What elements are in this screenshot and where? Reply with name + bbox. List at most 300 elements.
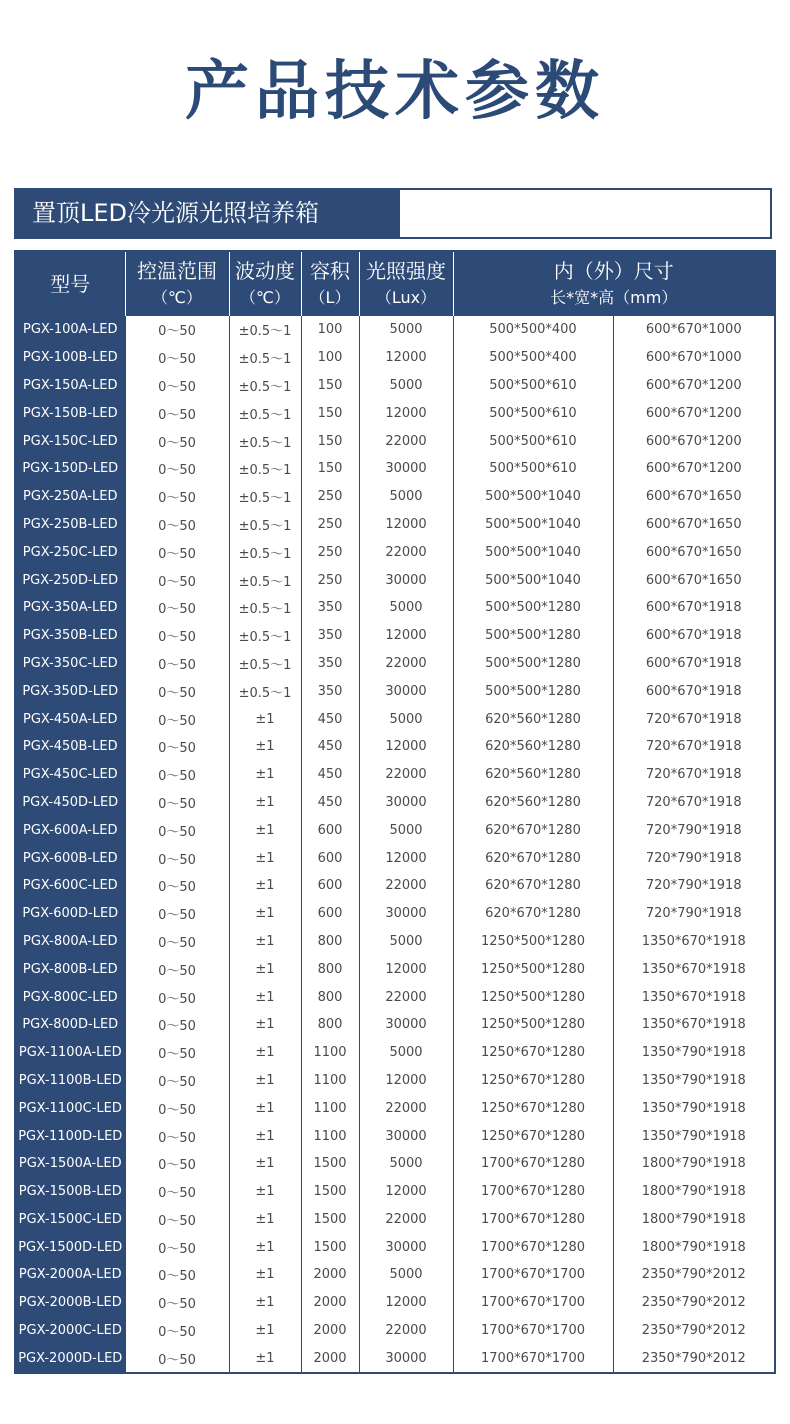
subtitle-bar xyxy=(14,188,772,239)
cell-fluctuation: ±1 xyxy=(229,983,301,1011)
cell-outer-dims: 720*670*1918 xyxy=(613,789,775,817)
header-model-label: 型号 xyxy=(50,272,91,296)
cell-model: PGX-450B-LED xyxy=(15,733,125,761)
table-row xyxy=(15,955,775,983)
header-fluctuation-unit: （℃） xyxy=(240,288,290,307)
cell-light: 30000 xyxy=(359,1122,453,1150)
cell-light: 30000 xyxy=(359,900,453,928)
cell-light: 22000 xyxy=(359,1094,453,1122)
cell-model: PGX-1500B-LED xyxy=(15,1178,125,1206)
cell-model: PGX-350D-LED xyxy=(15,677,125,705)
cell-light: 5000 xyxy=(359,1261,453,1289)
cell-outer-dims: 720*790*1918 xyxy=(613,844,775,872)
cell-temp-range: 0～50 xyxy=(125,650,229,678)
cell-outer-dims: 2350*790*2012 xyxy=(613,1317,775,1345)
cell-volume: 600 xyxy=(301,844,359,872)
cell-model: PGX-2000C-LED xyxy=(15,1317,125,1345)
table-row xyxy=(15,372,775,400)
cell-light: 30000 xyxy=(359,1344,453,1373)
cell-fluctuation: ±1 xyxy=(229,705,301,733)
cell-model: PGX-1500C-LED xyxy=(15,1206,125,1234)
cell-inner-dims: 500*500*1280 xyxy=(453,677,613,705)
cell-inner-dims: 1700*670*1280 xyxy=(453,1233,613,1261)
cell-fluctuation: ±0.5～1 xyxy=(229,594,301,622)
cell-inner-dims: 1250*500*1280 xyxy=(453,983,613,1011)
cell-inner-dims: 1250*670*1280 xyxy=(453,1122,613,1150)
table-row xyxy=(15,1150,775,1178)
cell-light: 22000 xyxy=(359,650,453,678)
cell-temp-range: 0～50 xyxy=(125,483,229,511)
cell-model: PGX-1100A-LED xyxy=(15,1039,125,1067)
cell-temp-range: 0～50 xyxy=(125,761,229,789)
cell-model: PGX-1100D-LED xyxy=(15,1122,125,1150)
cell-outer-dims: 720*790*1918 xyxy=(613,872,775,900)
cell-temp-range: 0～50 xyxy=(125,1261,229,1289)
cell-light: 30000 xyxy=(359,1011,453,1039)
page-title: 产品技术参数 xyxy=(185,55,605,129)
cell-light: 5000 xyxy=(359,705,453,733)
cell-temp-range: 0～50 xyxy=(125,344,229,372)
cell-model: PGX-600A-LED xyxy=(15,816,125,844)
cell-fluctuation: ±0.5～1 xyxy=(229,316,301,344)
table-row xyxy=(15,1344,775,1373)
cell-light: 30000 xyxy=(359,566,453,594)
cell-volume: 1500 xyxy=(301,1233,359,1261)
cell-temp-range: 0～50 xyxy=(125,455,229,483)
cell-inner-dims: 500*500*1040 xyxy=(453,483,613,511)
cell-fluctuation: ±0.5～1 xyxy=(229,344,301,372)
cell-volume: 150 xyxy=(301,399,359,427)
cell-model: PGX-150A-LED xyxy=(15,372,125,400)
cell-outer-dims: 600*670*1000 xyxy=(613,344,775,372)
cell-model: PGX-350A-LED xyxy=(15,594,125,622)
table-row xyxy=(15,1094,775,1122)
header-fluctuation-label: 波动度 xyxy=(235,259,295,283)
cell-volume: 100 xyxy=(301,344,359,372)
cell-inner-dims: 1250*500*1280 xyxy=(453,928,613,956)
cell-fluctuation: ±1 xyxy=(229,1122,301,1150)
cell-outer-dims: 2350*790*2012 xyxy=(613,1261,775,1289)
cell-volume: 150 xyxy=(301,372,359,400)
cell-temp-range: 0～50 xyxy=(125,677,229,705)
cell-fluctuation: ±1 xyxy=(229,1011,301,1039)
cell-light: 5000 xyxy=(359,1039,453,1067)
cell-temp-range: 0～50 xyxy=(125,594,229,622)
cell-inner-dims: 500*500*1040 xyxy=(453,511,613,539)
cell-outer-dims: 720*670*1918 xyxy=(613,761,775,789)
cell-temp-range: 0～50 xyxy=(125,1317,229,1345)
cell-temp-range: 0～50 xyxy=(125,789,229,817)
cell-model: PGX-1500D-LED xyxy=(15,1233,125,1261)
cell-outer-dims: 1350*790*1918 xyxy=(613,1039,775,1067)
cell-inner-dims: 620*560*1280 xyxy=(453,761,613,789)
cell-inner-dims: 500*500*610 xyxy=(453,427,613,455)
cell-model: PGX-600C-LED xyxy=(15,872,125,900)
cell-outer-dims: 1350*670*1918 xyxy=(613,1011,775,1039)
cell-temp-range: 0～50 xyxy=(125,900,229,928)
table-row xyxy=(15,1289,775,1317)
table-row xyxy=(15,566,775,594)
header-dimensions xyxy=(453,251,775,316)
cell-fluctuation: ±0.5～1 xyxy=(229,677,301,705)
cell-light: 30000 xyxy=(359,789,453,817)
cell-outer-dims: 1350*790*1918 xyxy=(613,1094,775,1122)
cell-outer-dims: 600*670*1650 xyxy=(613,566,775,594)
cell-inner-dims: 1250*670*1280 xyxy=(453,1067,613,1095)
table-row xyxy=(15,816,775,844)
cell-model: PGX-100A-LED xyxy=(15,316,125,344)
cell-inner-dims: 500*500*1280 xyxy=(453,650,613,678)
cell-outer-dims: 720*670*1918 xyxy=(613,733,775,761)
cell-inner-dims: 1700*670*1280 xyxy=(453,1178,613,1206)
cell-inner-dims: 1700*670*1280 xyxy=(453,1150,613,1178)
cell-outer-dims: 1800*790*1918 xyxy=(613,1233,775,1261)
cell-volume: 600 xyxy=(301,900,359,928)
header-volume xyxy=(301,251,359,316)
table-body xyxy=(15,316,775,1373)
cell-fluctuation: ±0.5～1 xyxy=(229,372,301,400)
table-row xyxy=(15,594,775,622)
cell-fluctuation: ±0.5～1 xyxy=(229,483,301,511)
cell-volume: 350 xyxy=(301,677,359,705)
cell-inner-dims: 620*670*1280 xyxy=(453,816,613,844)
cell-outer-dims: 600*670*1200 xyxy=(613,455,775,483)
cell-inner-dims: 500*500*1280 xyxy=(453,594,613,622)
cell-volume: 800 xyxy=(301,1011,359,1039)
cell-temp-range: 0～50 xyxy=(125,816,229,844)
cell-model: PGX-250C-LED xyxy=(15,538,125,566)
cell-light: 30000 xyxy=(359,1233,453,1261)
table-row xyxy=(15,316,775,344)
cell-outer-dims: 1350*670*1918 xyxy=(613,983,775,1011)
cell-temp-range: 0～50 xyxy=(125,538,229,566)
cell-outer-dims: 600*670*1650 xyxy=(613,483,775,511)
cell-temp-range: 0～50 xyxy=(125,1011,229,1039)
header-temp-range-unit: （℃） xyxy=(152,288,202,307)
cell-volume: 350 xyxy=(301,650,359,678)
cell-inner-dims: 620*560*1280 xyxy=(453,789,613,817)
cell-fluctuation: ±1 xyxy=(229,733,301,761)
cell-light: 12000 xyxy=(359,399,453,427)
cell-volume: 800 xyxy=(301,928,359,956)
cell-volume: 250 xyxy=(301,538,359,566)
cell-outer-dims: 600*670*1918 xyxy=(613,677,775,705)
cell-temp-range: 0～50 xyxy=(125,1150,229,1178)
cell-inner-dims: 1700*670*1700 xyxy=(453,1344,613,1373)
cell-volume: 1500 xyxy=(301,1178,359,1206)
cell-model: PGX-450C-LED xyxy=(15,761,125,789)
header-volume-label: 容积 xyxy=(310,259,350,283)
cell-fluctuation: ±1 xyxy=(229,872,301,900)
cell-fluctuation: ±1 xyxy=(229,1039,301,1067)
cell-fluctuation: ±0.5～1 xyxy=(229,399,301,427)
cell-outer-dims: 600*670*1200 xyxy=(613,372,775,400)
cell-outer-dims: 1350*790*1918 xyxy=(613,1067,775,1095)
cell-light: 5000 xyxy=(359,483,453,511)
cell-inner-dims: 500*500*610 xyxy=(453,399,613,427)
cell-fluctuation: ±1 xyxy=(229,1150,301,1178)
cell-outer-dims: 600*670*1200 xyxy=(613,399,775,427)
cell-fluctuation: ±0.5～1 xyxy=(229,427,301,455)
cell-model: PGX-800C-LED xyxy=(15,983,125,1011)
cell-fluctuation: ±1 xyxy=(229,1317,301,1345)
cell-model: PGX-350C-LED xyxy=(15,650,125,678)
cell-light: 22000 xyxy=(359,538,453,566)
cell-model: PGX-1100B-LED xyxy=(15,1067,125,1095)
table-row xyxy=(15,983,775,1011)
cell-outer-dims: 600*670*1918 xyxy=(613,650,775,678)
cell-model: PGX-100B-LED xyxy=(15,344,125,372)
cell-temp-range: 0～50 xyxy=(125,983,229,1011)
cell-inner-dims: 1250*500*1280 xyxy=(453,955,613,983)
header-fluctuation xyxy=(229,251,301,316)
cell-volume: 250 xyxy=(301,566,359,594)
cell-outer-dims: 1800*790*1918 xyxy=(613,1150,775,1178)
cell-outer-dims: 600*670*1918 xyxy=(613,594,775,622)
cell-inner-dims: 620*560*1280 xyxy=(453,705,613,733)
table-row xyxy=(15,872,775,900)
table-row xyxy=(15,1122,775,1150)
table-row xyxy=(15,1261,775,1289)
cell-light: 12000 xyxy=(359,1178,453,1206)
cell-light: 12000 xyxy=(359,1067,453,1095)
cell-volume: 350 xyxy=(301,594,359,622)
cell-model: PGX-150B-LED xyxy=(15,399,125,427)
table-row xyxy=(15,705,775,733)
cell-fluctuation: ±1 xyxy=(229,816,301,844)
cell-volume: 1100 xyxy=(301,1122,359,1150)
table-row xyxy=(15,1039,775,1067)
cell-outer-dims: 1800*790*1918 xyxy=(613,1178,775,1206)
cell-temp-range: 0～50 xyxy=(125,511,229,539)
table-row xyxy=(15,900,775,928)
cell-volume: 2000 xyxy=(301,1289,359,1317)
cell-fluctuation: ±1 xyxy=(229,1067,301,1095)
cell-volume: 350 xyxy=(301,622,359,650)
cell-model: PGX-450D-LED xyxy=(15,789,125,817)
cell-light: 5000 xyxy=(359,372,453,400)
cell-fluctuation: ±1 xyxy=(229,1094,301,1122)
cell-inner-dims: 1700*670*1700 xyxy=(453,1289,613,1317)
cell-temp-range: 0～50 xyxy=(125,1344,229,1373)
cell-light: 12000 xyxy=(359,844,453,872)
cell-light: 12000 xyxy=(359,955,453,983)
cell-outer-dims: 2350*790*2012 xyxy=(613,1344,775,1373)
cell-light: 5000 xyxy=(359,594,453,622)
cell-temp-range: 0～50 xyxy=(125,566,229,594)
cell-light: 12000 xyxy=(359,511,453,539)
cell-outer-dims: 720*670*1918 xyxy=(613,705,775,733)
cell-fluctuation: ±1 xyxy=(229,955,301,983)
cell-outer-dims: 1800*790*1918 xyxy=(613,1206,775,1234)
cell-outer-dims: 1350*790*1918 xyxy=(613,1122,775,1150)
cell-outer-dims: 720*790*1918 xyxy=(613,900,775,928)
table-row xyxy=(15,344,775,372)
cell-fluctuation: ±1 xyxy=(229,900,301,928)
cell-volume: 450 xyxy=(301,761,359,789)
table-row xyxy=(15,677,775,705)
cell-fluctuation: ±0.5～1 xyxy=(229,511,301,539)
cell-light: 30000 xyxy=(359,677,453,705)
cell-model: PGX-250A-LED xyxy=(15,483,125,511)
cell-model: PGX-2000B-LED xyxy=(15,1289,125,1317)
cell-inner-dims: 620*560*1280 xyxy=(453,733,613,761)
cell-model: PGX-600D-LED xyxy=(15,900,125,928)
cell-fluctuation: ±1 xyxy=(229,1344,301,1373)
cell-temp-range: 0～50 xyxy=(125,399,229,427)
header-model xyxy=(15,251,125,316)
cell-fluctuation: ±0.5～1 xyxy=(229,650,301,678)
cell-outer-dims: 2350*790*2012 xyxy=(613,1289,775,1317)
cell-volume: 800 xyxy=(301,983,359,1011)
cell-fluctuation: ±1 xyxy=(229,844,301,872)
spec-table xyxy=(14,250,776,1374)
cell-volume: 1100 xyxy=(301,1039,359,1067)
cell-inner-dims: 1250*670*1280 xyxy=(453,1039,613,1067)
cell-inner-dims: 1250*670*1280 xyxy=(453,1094,613,1122)
cell-fluctuation: ±0.5～1 xyxy=(229,566,301,594)
cell-temp-range: 0～50 xyxy=(125,316,229,344)
cell-inner-dims: 500*500*610 xyxy=(453,455,613,483)
cell-light: 22000 xyxy=(359,872,453,900)
cell-light: 5000 xyxy=(359,1150,453,1178)
cell-light: 30000 xyxy=(359,455,453,483)
cell-outer-dims: 600*670*1200 xyxy=(613,427,775,455)
cell-fluctuation: ±1 xyxy=(229,928,301,956)
cell-light: 22000 xyxy=(359,427,453,455)
cell-light: 22000 xyxy=(359,1206,453,1234)
table-row xyxy=(15,1178,775,1206)
cell-outer-dims: 1350*670*1918 xyxy=(613,928,775,956)
table-row xyxy=(15,761,775,789)
cell-volume: 2000 xyxy=(301,1261,359,1289)
cell-temp-range: 0～50 xyxy=(125,427,229,455)
header-temp-range-label: 控温范围 xyxy=(137,259,217,283)
header-volume-unit: （L） xyxy=(309,288,351,307)
cell-fluctuation: ±1 xyxy=(229,1178,301,1206)
cell-model: PGX-450A-LED xyxy=(15,705,125,733)
table-row xyxy=(15,399,775,427)
cell-model: PGX-150D-LED xyxy=(15,455,125,483)
cell-volume: 150 xyxy=(301,455,359,483)
cell-light: 22000 xyxy=(359,983,453,1011)
table-row xyxy=(15,844,775,872)
cell-outer-dims: 600*670*1650 xyxy=(613,511,775,539)
cell-volume: 1100 xyxy=(301,1067,359,1095)
cell-inner-dims: 620*670*1280 xyxy=(453,872,613,900)
cell-volume: 450 xyxy=(301,705,359,733)
cell-outer-dims: 720*790*1918 xyxy=(613,816,775,844)
cell-model: PGX-600B-LED xyxy=(15,844,125,872)
cell-model: PGX-350B-LED xyxy=(15,622,125,650)
cell-fluctuation: ±1 xyxy=(229,1261,301,1289)
cell-volume: 600 xyxy=(301,872,359,900)
cell-temp-range: 0～50 xyxy=(125,1039,229,1067)
cell-temp-range: 0～50 xyxy=(125,1233,229,1261)
cell-volume: 250 xyxy=(301,511,359,539)
cell-fluctuation: ±1 xyxy=(229,789,301,817)
cell-light: 22000 xyxy=(359,1317,453,1345)
cell-outer-dims: 600*670*1000 xyxy=(613,316,775,344)
cell-volume: 2000 xyxy=(301,1317,359,1345)
header-light xyxy=(359,251,453,316)
cell-model: PGX-1500A-LED xyxy=(15,1150,125,1178)
table-row xyxy=(15,650,775,678)
cell-temp-range: 0～50 xyxy=(125,1094,229,1122)
header-temp-range xyxy=(125,251,229,316)
cell-fluctuation: ±1 xyxy=(229,1206,301,1234)
cell-fluctuation: ±0.5～1 xyxy=(229,622,301,650)
table-header-row xyxy=(15,251,775,316)
cell-temp-range: 0～50 xyxy=(125,733,229,761)
cell-temp-range: 0～50 xyxy=(125,372,229,400)
cell-light: 22000 xyxy=(359,761,453,789)
table-row xyxy=(15,622,775,650)
cell-outer-dims: 600*670*1650 xyxy=(613,538,775,566)
cell-volume: 1500 xyxy=(301,1206,359,1234)
table-row xyxy=(15,1317,775,1345)
table-row xyxy=(15,538,775,566)
cell-volume: 450 xyxy=(301,789,359,817)
cell-temp-range: 0～50 xyxy=(125,928,229,956)
table-row xyxy=(15,511,775,539)
cell-inner-dims: 500*500*400 xyxy=(453,344,613,372)
cell-light: 12000 xyxy=(359,344,453,372)
cell-model: PGX-2000D-LED xyxy=(15,1344,125,1373)
table-row xyxy=(15,1206,775,1234)
cell-light: 5000 xyxy=(359,316,453,344)
table-row xyxy=(15,733,775,761)
cell-temp-range: 0～50 xyxy=(125,1206,229,1234)
cell-model: PGX-250D-LED xyxy=(15,566,125,594)
cell-inner-dims: 500*500*1280 xyxy=(453,622,613,650)
cell-inner-dims: 1700*670*1700 xyxy=(453,1261,613,1289)
cell-volume: 1100 xyxy=(301,1094,359,1122)
cell-volume: 800 xyxy=(301,955,359,983)
cell-light: 5000 xyxy=(359,928,453,956)
table-row xyxy=(15,1011,775,1039)
cell-volume: 450 xyxy=(301,733,359,761)
table-row xyxy=(15,483,775,511)
cell-temp-range: 0～50 xyxy=(125,1178,229,1206)
cell-model: PGX-250B-LED xyxy=(15,511,125,539)
cell-fluctuation: ±0.5～1 xyxy=(229,538,301,566)
table-row xyxy=(15,928,775,956)
cell-temp-range: 0～50 xyxy=(125,622,229,650)
cell-temp-range: 0～50 xyxy=(125,955,229,983)
cell-volume: 150 xyxy=(301,427,359,455)
cell-fluctuation: ±1 xyxy=(229,1233,301,1261)
cell-inner-dims: 500*500*1040 xyxy=(453,566,613,594)
header-light-unit: （Lux） xyxy=(375,288,437,307)
cell-model: PGX-800B-LED xyxy=(15,955,125,983)
table-row xyxy=(15,1067,775,1095)
cell-light: 12000 xyxy=(359,622,453,650)
cell-temp-range: 0～50 xyxy=(125,1122,229,1150)
table-row xyxy=(15,789,775,817)
cell-volume: 1500 xyxy=(301,1150,359,1178)
cell-fluctuation: ±1 xyxy=(229,1289,301,1317)
table-row xyxy=(15,427,775,455)
cell-model: PGX-150C-LED xyxy=(15,427,125,455)
cell-inner-dims: 620*670*1280 xyxy=(453,900,613,928)
subtitle-label: 置顶LED冷光源光照培养箱 xyxy=(16,190,400,237)
cell-model: PGX-2000A-LED xyxy=(15,1261,125,1289)
header-dimensions-unit: 长*宽*高（mm） xyxy=(550,288,678,307)
cell-light: 12000 xyxy=(359,733,453,761)
cell-inner-dims: 1700*670*1280 xyxy=(453,1206,613,1234)
table-row xyxy=(15,1233,775,1261)
